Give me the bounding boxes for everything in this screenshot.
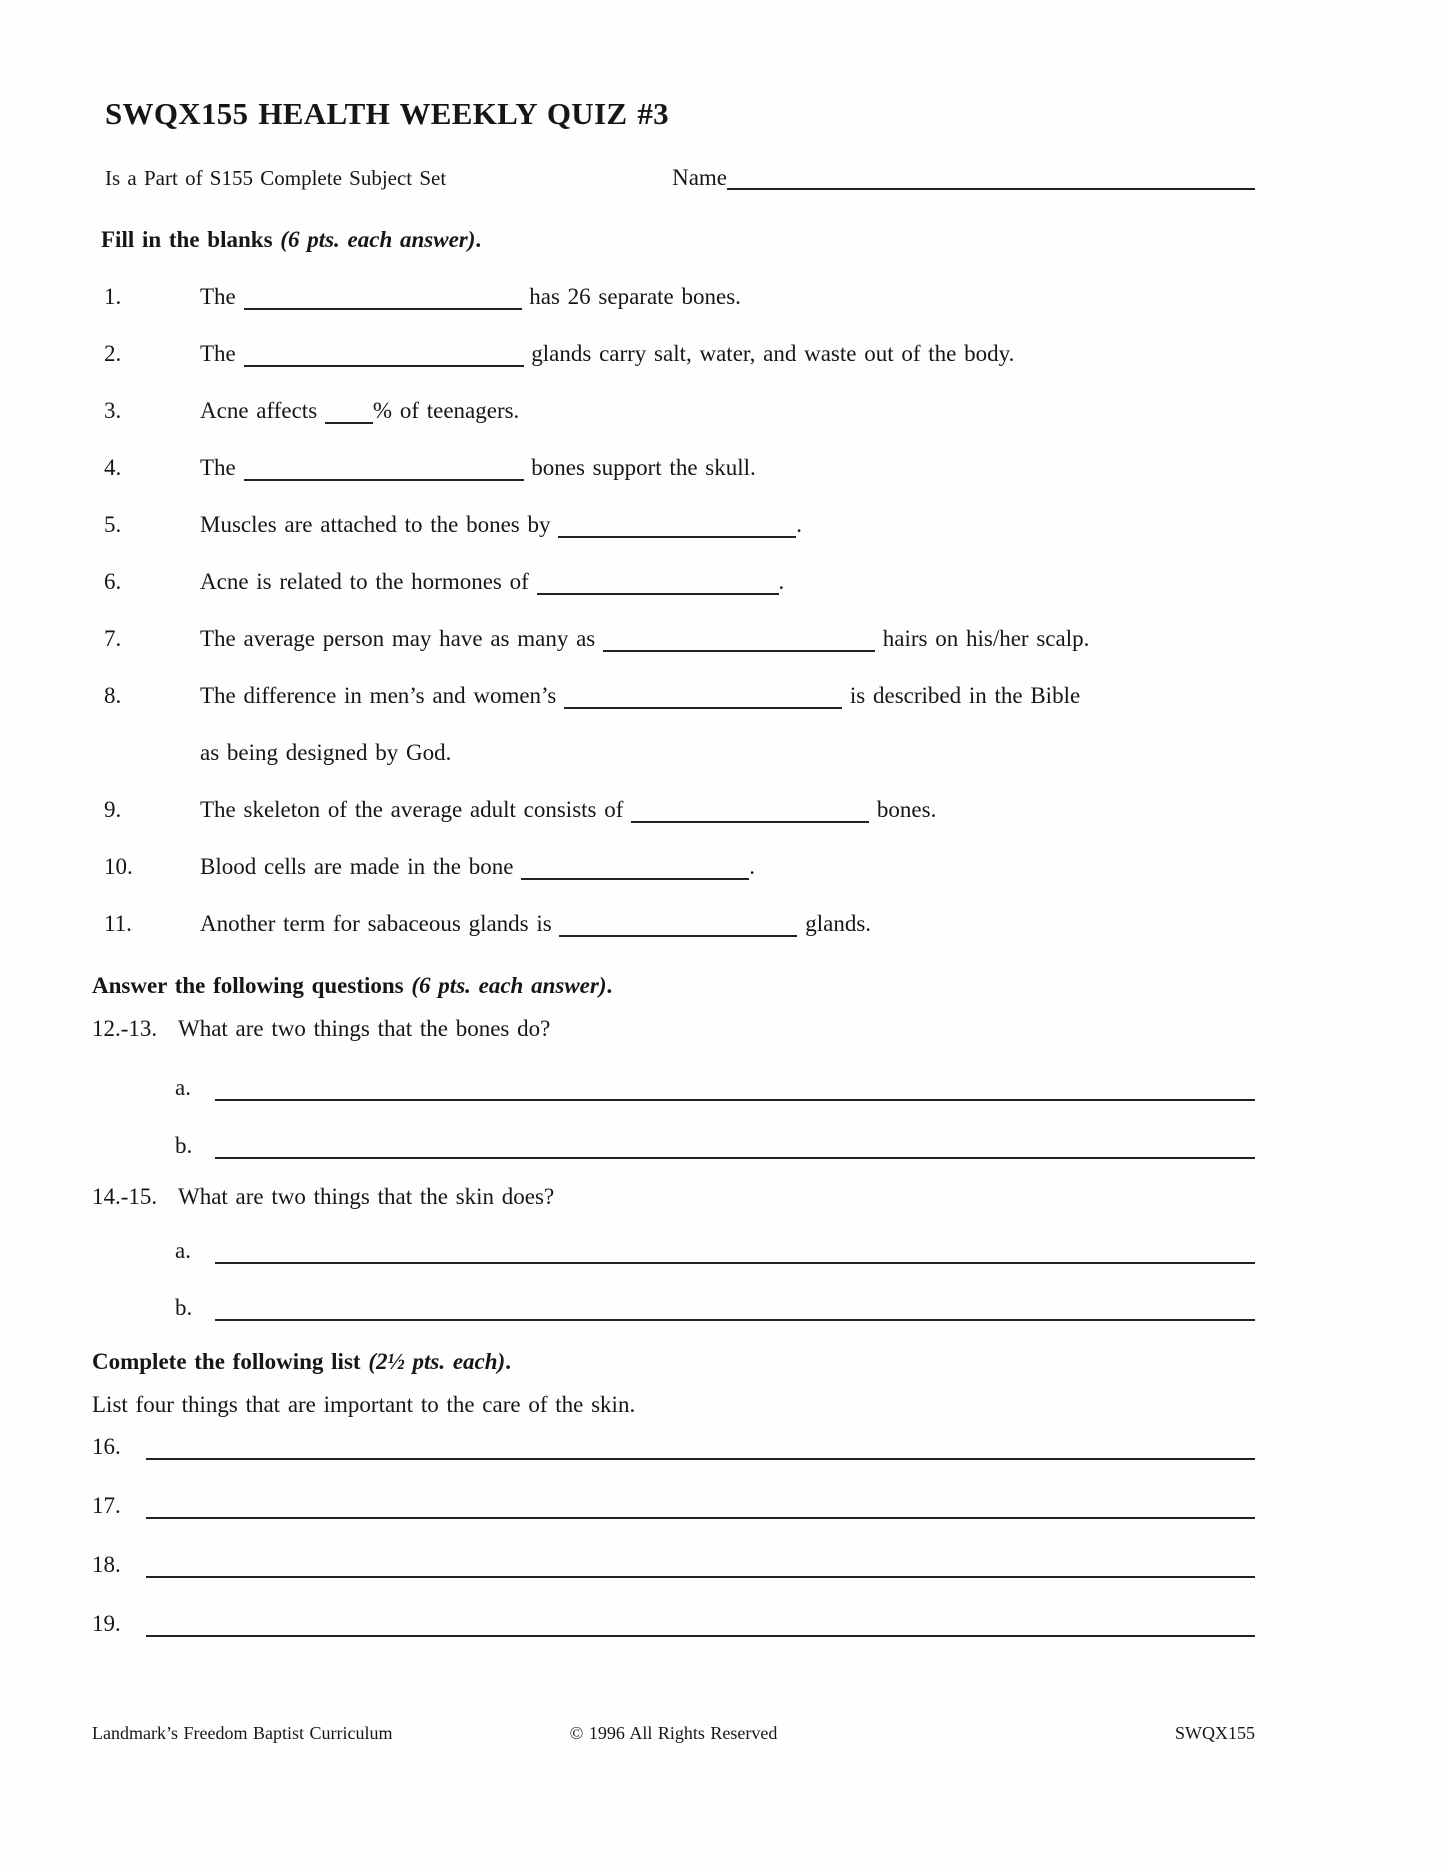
question-number: 5. xyxy=(104,512,122,537)
list-instruction: List four things that are important to the care of the skin. xyxy=(92,1392,636,1417)
list-number: 19. xyxy=(92,1611,121,1636)
heading-points: (2½ pts. each) xyxy=(368,1349,506,1374)
question-post: has 26 separate bones. xyxy=(529,284,741,309)
question-text: What are two things that the bones do? xyxy=(178,1016,551,1041)
question-text xyxy=(200,797,1255,823)
list-number: 17. xyxy=(92,1493,121,1518)
question-post: . xyxy=(778,569,785,594)
answer-question-14-15 xyxy=(92,1184,1255,1210)
question-pre: Blood cells are made in the bone xyxy=(200,854,514,879)
fill-blank-3[interactable] xyxy=(325,404,373,424)
fill-blank-2[interactable] xyxy=(244,347,524,367)
answer-row-13b xyxy=(175,1133,1255,1159)
subtitle-row xyxy=(105,165,1255,191)
page-title: SWQX155 HEALTH WEEKLY QUIZ #3 xyxy=(105,96,669,131)
footer-code: SWQX155 xyxy=(1175,1723,1255,1743)
list-row-18 xyxy=(92,1552,1255,1578)
section-heading-answer-questions xyxy=(92,973,1255,999)
question-text xyxy=(200,911,1255,937)
fill-blank-8[interactable] xyxy=(564,689,842,709)
heading-text: Answer the following questions xyxy=(92,973,412,998)
question-post: % of teenagers. xyxy=(372,398,520,423)
heading-text: Fill in the blanks xyxy=(101,227,281,252)
fill-blank-4[interactable] xyxy=(244,461,524,481)
question-text xyxy=(200,683,1255,709)
heading-suffix: . xyxy=(606,973,613,998)
fill-blank-9[interactable] xyxy=(631,803,869,823)
fill-blank-1[interactable] xyxy=(244,290,522,310)
list-row-16 xyxy=(92,1434,1255,1460)
fill-question-9 xyxy=(104,797,1255,823)
answer-label: a. xyxy=(175,1238,191,1263)
list-answer-line-19[interactable] xyxy=(146,1612,1255,1637)
fill-question-8 xyxy=(104,683,1255,709)
question-pre: The skeleton of the average adult consists of xyxy=(200,797,624,822)
question-pre: Acne affects xyxy=(200,398,318,423)
footer-publisher: Landmark’s Freedom Baptist Curriculum xyxy=(92,1723,393,1743)
answer-row-15b xyxy=(175,1295,1255,1321)
fill-question-8-continuation: as being designed by God. xyxy=(200,740,452,765)
fill-question-3 xyxy=(104,398,1255,424)
fill-blank-6[interactable] xyxy=(537,575,779,595)
answer-line-15b[interactable] xyxy=(215,1296,1255,1321)
heading-text: Complete the following list xyxy=(92,1349,369,1374)
question-text xyxy=(200,284,1255,310)
answer-label: b. xyxy=(175,1133,193,1158)
list-answer-line-16[interactable] xyxy=(146,1435,1255,1460)
subtitle: Is a Part of S155 Complete Subject Set xyxy=(105,166,447,190)
question-number: 4. xyxy=(104,455,122,480)
heading-points: (6 pts. each answer) xyxy=(411,973,607,998)
fill-question-4 xyxy=(104,455,1255,481)
fill-question-11 xyxy=(104,911,1255,937)
question-pre: The xyxy=(200,455,236,480)
fill-question-10 xyxy=(104,854,1255,880)
fill-blank-11[interactable] xyxy=(559,917,797,937)
heading-suffix: . xyxy=(475,227,482,252)
question-pre: Muscles are attached to the bones by xyxy=(200,512,551,537)
answer-label: a. xyxy=(175,1075,191,1100)
list-number: 18. xyxy=(92,1552,121,1577)
answer-line-14a[interactable] xyxy=(215,1239,1255,1264)
question-post: . xyxy=(796,512,802,537)
answer-line-12a[interactable] xyxy=(215,1076,1255,1101)
section-heading-complete-list xyxy=(92,1349,1255,1375)
question-number: 2. xyxy=(104,341,122,366)
question-post: glands carry salt, water, and waste out of the body. xyxy=(531,341,1015,366)
list-row-19 xyxy=(92,1611,1255,1637)
name-area xyxy=(672,165,1255,191)
fill-question-1 xyxy=(104,284,1255,310)
question-number: 14.-15. xyxy=(92,1184,158,1209)
answer-label: b. xyxy=(175,1295,193,1320)
list-row-17 xyxy=(92,1493,1255,1519)
question-pre: Another term for sabaceous glands is xyxy=(200,911,552,936)
question-post: is described in the Bible xyxy=(849,683,1081,708)
question-number: 6. xyxy=(104,569,122,594)
question-pre: The average person may have as many as xyxy=(200,626,596,651)
answer-row-14a xyxy=(175,1238,1255,1264)
question-text xyxy=(200,569,1255,595)
fill-question-5 xyxy=(104,512,1255,538)
heading-suffix: . xyxy=(505,1349,511,1374)
question-number: 8. xyxy=(104,683,122,708)
question-text xyxy=(200,398,1255,424)
question-post: hairs on his/her scalp. xyxy=(882,626,1090,651)
question-pre: The difference in men’s and women’s xyxy=(200,683,557,708)
fill-question-2 xyxy=(104,341,1255,367)
answer-question-12-13 xyxy=(92,1016,1255,1042)
question-number: 12.-13. xyxy=(92,1016,158,1041)
question-text xyxy=(200,626,1255,652)
question-number: 7. xyxy=(104,626,122,651)
question-text: What are two things that the skin does? xyxy=(178,1184,555,1209)
name-input-line[interactable] xyxy=(727,170,1255,190)
question-number: 3. xyxy=(104,398,122,423)
question-post: bones. xyxy=(876,797,937,822)
question-post: . xyxy=(749,854,755,879)
list-number: 16. xyxy=(92,1434,121,1459)
question-number: 9. xyxy=(104,797,122,822)
footer-copyright: © 1996 All Rights Reserved xyxy=(569,1723,778,1743)
answer-line-13b[interactable] xyxy=(215,1134,1255,1159)
list-answer-line-17[interactable] xyxy=(146,1494,1255,1519)
question-text xyxy=(200,341,1255,367)
question-number: 1. xyxy=(104,284,122,309)
question-number: 10. xyxy=(104,854,133,879)
question-post: glands. xyxy=(805,911,872,936)
question-pre: The xyxy=(200,284,236,309)
question-post: bones support the skull. xyxy=(531,455,756,480)
question-number: 11. xyxy=(104,911,132,936)
question-pre: The xyxy=(200,341,236,366)
fill-blank-5[interactable] xyxy=(558,518,796,538)
fill-question-6 xyxy=(104,569,1255,595)
page-footer xyxy=(92,1722,1255,1744)
question-text xyxy=(200,854,1255,880)
list-answer-line-18[interactable] xyxy=(146,1553,1255,1578)
question-text xyxy=(200,455,1255,481)
question-text xyxy=(200,512,1255,538)
section-heading-fill-blanks xyxy=(101,227,1255,253)
fill-question-7 xyxy=(104,626,1255,652)
answer-row-12a xyxy=(175,1075,1255,1101)
fill-blank-7[interactable] xyxy=(603,632,875,652)
fill-blank-10[interactable] xyxy=(521,860,749,880)
question-pre: Acne is related to the hormones of xyxy=(200,569,529,594)
name-label: Name xyxy=(672,165,727,190)
heading-points: (6 pts. each answer) xyxy=(280,227,476,252)
